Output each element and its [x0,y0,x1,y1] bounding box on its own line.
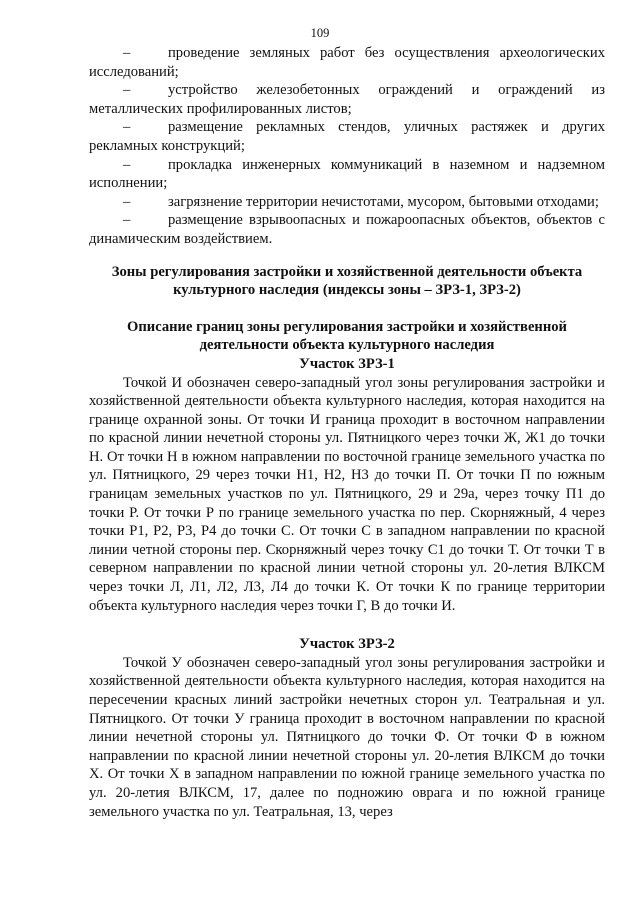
page-number: 109 [310,26,330,40]
list-item [89,44,605,81]
document-body [89,44,605,821]
dash-marker: – [123,82,131,99]
list-item-text: загрязнение территории нечистотами, мусором, бытовыми отходами; [168,193,599,210]
list-item-text: устройство железобетонных ограждений и ограждений из металлических профилированных листов; [89,82,605,117]
dash-marker: – [123,156,131,173]
boundary-description-heading: Описание границ зоны регулирования застройки и хозяйственной деятельности объекта культурного наследия [127,318,567,354]
dash-marker: – [123,45,131,61]
zrz2-heading: Участок ЗРЗ-2 [299,636,395,653]
dash-marker: – [123,119,131,136]
list-item [89,211,605,248]
list-item-text: прокладка инженерных коммуникаций в наземном и надземном исполнении; [89,156,605,192]
list-item-text: размещение взрывоопасных и пожароопасных объектов, объектов с динамическим воздействием. [89,212,605,247]
list-item [89,81,605,118]
dash-marker: – [123,212,131,229]
section-heading: Зоны регулирования застройки и хозяйственной деятельности объекта культурного наследия (индексы зоны – ЗРЗ-1, ЗРЗ-2) [111,263,583,299]
zrz1-heading: Участок ЗРЗ-1 [299,355,395,372]
list-item [89,193,605,212]
restrictions-list [89,44,605,249]
list-item [89,118,605,155]
list-item-text: размещение рекламных стендов, уличных растяжек и других рекламных конструкций; [89,119,605,154]
zrz2-paragraph: Точкой У обозначен северо-западный угол зоны регулирования застройки и хозяйственной деятельности объекта культурного наследия, которая находится на пересечении красных линий застройки нечетных сторон ул. Театральная и ул. Пятницкого. От точки У граница проходит в восточном направлении по красной линии нечетной стороны ул. Пятницкого до точки Ф. От точки Ф в южном направлении по красной линии нечетной стороны ул. 20-летия ВЛКСМ до точки Х. От точки Х в западном направлении по южной границе земельного участка по ул. 20-летия ВЛКСМ, 17, далее по подножию оврага и по южной границе земельного участка по ул. Театральная, 13, через [89,654,605,820]
list-item [89,156,605,193]
zrz1-paragraph: Точкой И обозначен северо-западный угол зоны регулирования застройки и хозяйственной деятельности объекта культурного наследия, которая находится на границе охранной зоны. От точки И граница проходит в восточном направлении по красной линии нечетной стороны ул. Пятницкого через точки Ж, Ж1 до точки Н. От точки Н в южном направлении по восточной границе земельного участка по ул. Пятницкого, 29 через точки Н1, Н2, Н3 до точки П. От точки П по южным границам земельных участков по ул. Пятницкого, 29 и 29а, через точку П1 до точки Р. От точки Р по границе земельного участка по пер. Скорняжный, 4 через точки Р1, Р2, Р3, Р4 до точки С. От точки С в западном направлении по красной линии четной стороны пер. Скорняжный через точку С1 до точки Т. От точки Т в северном направлении по красной линии четной стороны ул. 20-летия ВЛКСМ через точки Л, Л1, Л2, Л3, Л4 до точки К. От точки К по границе территории объекта культурного наследия через точки Г, В до точки И. [89,374,605,614]
list-item-text: проведение земляных работ без осуществления археологических исследований; [89,45,605,80]
dash-marker: – [123,193,131,210]
